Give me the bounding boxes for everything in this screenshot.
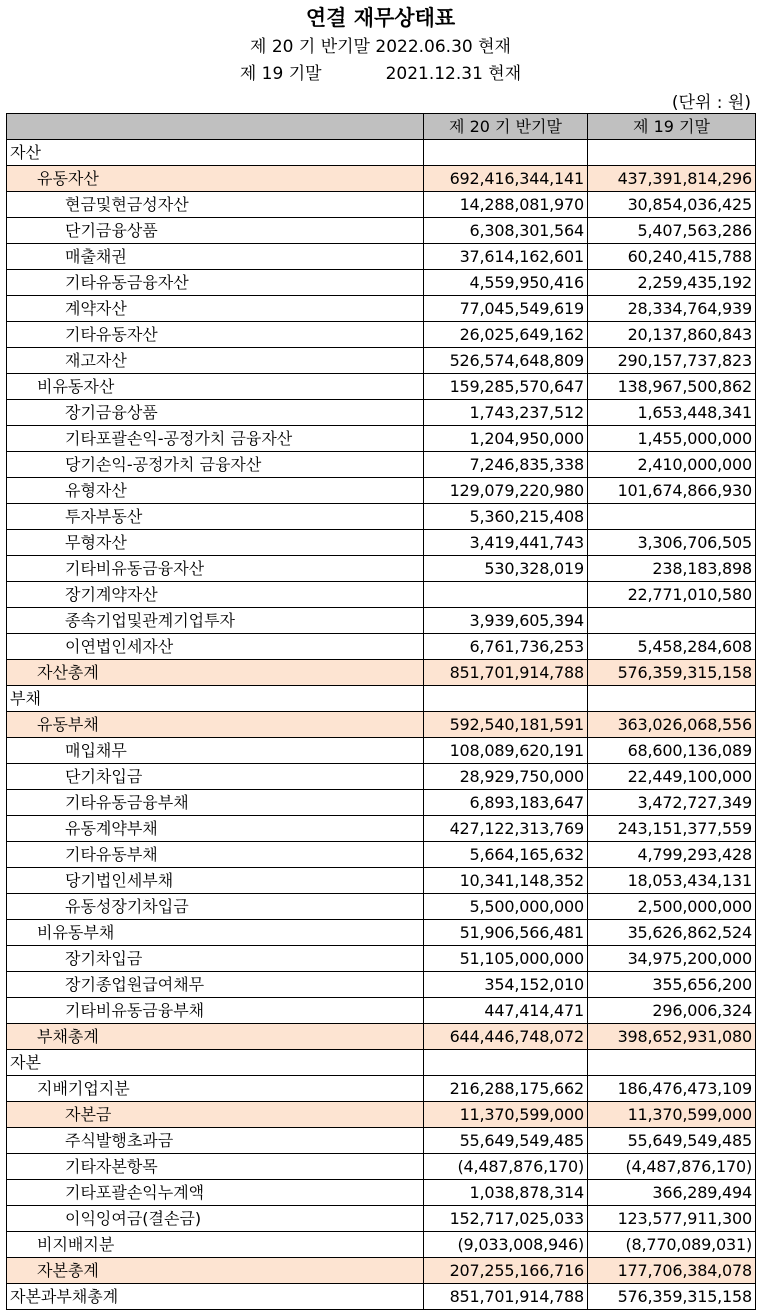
account-label: 장기금융상품 xyxy=(7,400,424,426)
prior-period-value: 186,476,473,109 xyxy=(588,1076,756,1102)
table-row xyxy=(7,894,756,920)
current-period-value: 644,446,748,072 xyxy=(424,1024,588,1050)
prior-period-value: 28,334,764,939 xyxy=(588,296,756,322)
current-period-value: 692,416,344,141 xyxy=(424,166,588,192)
account-label: 기타자본항목 xyxy=(7,1154,424,1180)
current-period-value: 1,743,237,512 xyxy=(424,400,588,426)
table-row xyxy=(7,1102,756,1128)
prior-period-value: 355,656,200 xyxy=(588,972,756,998)
account-label: 무형자산 xyxy=(7,530,424,556)
account-label: 기타포괄손익누계액 xyxy=(7,1180,424,1206)
account-label: 부채총계 xyxy=(7,1024,424,1050)
current-period-value: 55,649,549,485 xyxy=(424,1128,588,1154)
current-period-value: 216,288,175,662 xyxy=(424,1076,588,1102)
current-period-value: 37,614,162,601 xyxy=(424,244,588,270)
prior-period-value: 398,652,931,080 xyxy=(588,1024,756,1050)
header-account xyxy=(7,114,424,140)
prior-period-value: 22,771,010,580 xyxy=(588,582,756,608)
table-row xyxy=(7,218,756,244)
prior-period-value: 177,706,384,078 xyxy=(588,1258,756,1284)
account-label: 비유동부채 xyxy=(7,920,424,946)
current-period-value: 6,761,736,253 xyxy=(424,634,588,660)
prior-period-value: 3,306,706,505 xyxy=(588,530,756,556)
account-label: 매출채권 xyxy=(7,244,424,270)
prior-period-value: 5,407,563,286 xyxy=(588,218,756,244)
balance-sheet-table xyxy=(6,113,756,1310)
current-period-value: 108,089,620,191 xyxy=(424,738,588,764)
current-period-value: 5,360,215,408 xyxy=(424,504,588,530)
table-row xyxy=(7,530,756,556)
current-period-value: 6,893,183,647 xyxy=(424,790,588,816)
account-label: 기타비유동금융부채 xyxy=(7,998,424,1024)
current-period-value: 4,559,950,416 xyxy=(424,270,588,296)
table-row xyxy=(7,686,756,712)
prior-period-value: 4,799,293,428 xyxy=(588,842,756,868)
account-label: 기타유동금융부채 xyxy=(7,790,424,816)
table-row xyxy=(7,400,756,426)
account-label: 자산 xyxy=(7,140,424,166)
current-period-value: 14,288,081,970 xyxy=(424,192,588,218)
table-row xyxy=(7,712,756,738)
prior-period-value: 437,391,814,296 xyxy=(588,166,756,192)
account-label: 단기금융상품 xyxy=(7,218,424,244)
current-period-value: 7,246,835,338 xyxy=(424,452,588,478)
table-row xyxy=(7,1076,756,1102)
prior-period-value: 3,472,727,349 xyxy=(588,790,756,816)
prior-period-value: (4,487,876,170) xyxy=(588,1154,756,1180)
account-label: 자본총계 xyxy=(7,1258,424,1284)
current-period-value: 28,929,750,000 xyxy=(424,764,588,790)
account-label: 매입채무 xyxy=(7,738,424,764)
account-label: 계약자산 xyxy=(7,296,424,322)
prior-period-value: 22,449,100,000 xyxy=(588,764,756,790)
account-label: 자본 xyxy=(7,1050,424,1076)
account-label: 장기차입금 xyxy=(7,946,424,972)
current-period-value: (4,487,876,170) xyxy=(424,1154,588,1180)
prior-period-value: 576,359,315,158 xyxy=(588,660,756,686)
current-period-value xyxy=(424,582,588,608)
table-row xyxy=(7,972,756,998)
account-label: 비지배지분 xyxy=(7,1232,424,1258)
prior-period-value: 2,259,435,192 xyxy=(588,270,756,296)
table-row xyxy=(7,608,756,634)
account-label: 당기법인세부채 xyxy=(7,868,424,894)
table-row xyxy=(7,582,756,608)
prior-period-value: 30,854,036,425 xyxy=(588,192,756,218)
table-row xyxy=(7,1180,756,1206)
current-period-value xyxy=(424,140,588,166)
table-row xyxy=(7,764,756,790)
account-label: 유형자산 xyxy=(7,478,424,504)
prior-period-value: (8,770,089,031) xyxy=(588,1232,756,1258)
table-row xyxy=(7,348,756,374)
prior-period-value: 366,289,494 xyxy=(588,1180,756,1206)
account-label: 기타유동자산 xyxy=(7,322,424,348)
current-period-value: 26,025,649,162 xyxy=(424,322,588,348)
prior-period-value xyxy=(588,686,756,712)
account-label: 기타유동금융자산 xyxy=(7,270,424,296)
document-title: 연결 재무상태표 xyxy=(305,6,456,30)
current-period-value: 5,664,165,632 xyxy=(424,842,588,868)
account-label: 장기종업원급여채무 xyxy=(7,972,424,998)
account-label: 기타포괄손익-공정가치 금융자산 xyxy=(7,426,424,452)
account-label: 장기계약자산 xyxy=(7,582,424,608)
current-period-value: 1,204,950,000 xyxy=(424,426,588,452)
table-row xyxy=(7,842,756,868)
current-period-value: 51,105,000,000 xyxy=(424,946,588,972)
table-row xyxy=(7,1258,756,1284)
current-period-value: 152,717,025,033 xyxy=(424,1206,588,1232)
prior-period-value: 1,455,000,000 xyxy=(588,426,756,452)
current-period-value: 159,285,570,647 xyxy=(424,374,588,400)
account-label: 재고자산 xyxy=(7,348,424,374)
prior-period-value: 138,967,500,862 xyxy=(588,374,756,400)
prior-period-value xyxy=(588,504,756,530)
account-label: 이연법인세자산 xyxy=(7,634,424,660)
account-label: 당기손익-공정가치 금융자산 xyxy=(7,452,424,478)
current-period-value: 51,906,566,481 xyxy=(424,920,588,946)
table-row xyxy=(7,166,756,192)
table-row xyxy=(7,790,756,816)
table-row xyxy=(7,140,756,166)
table-row xyxy=(7,192,756,218)
current-period-value: 3,939,605,394 xyxy=(424,608,588,634)
current-period-value: 851,701,914,788 xyxy=(424,660,588,686)
table-row xyxy=(7,868,756,894)
account-label: 기타비유동금융자산 xyxy=(7,556,424,582)
table-row xyxy=(7,322,756,348)
account-label: 현금및현금성자산 xyxy=(7,192,424,218)
table-row xyxy=(7,816,756,842)
prior-period-value: 20,137,860,843 xyxy=(588,322,756,348)
table-row xyxy=(7,1050,756,1076)
table-row xyxy=(7,998,756,1024)
header-prior-period: 제 19 기말 xyxy=(588,114,756,140)
table-row xyxy=(7,478,756,504)
table-row xyxy=(7,1206,756,1232)
account-label: 자산총계 xyxy=(7,660,424,686)
prior-period-value: 296,006,324 xyxy=(588,998,756,1024)
prior-period-value xyxy=(588,1050,756,1076)
current-period-value: 10,341,148,352 xyxy=(424,868,588,894)
table-row xyxy=(7,296,756,322)
table-row xyxy=(7,634,756,660)
table-row xyxy=(7,920,756,946)
table-row xyxy=(7,244,756,270)
unit-label: (단위 : 원) xyxy=(671,93,751,113)
prior-period-value xyxy=(588,608,756,634)
prior-period-value: 238,183,898 xyxy=(588,556,756,582)
prior-period-value: 576,359,315,158 xyxy=(588,1284,756,1310)
table-row xyxy=(7,946,756,972)
prior-period-value: 2,500,000,000 xyxy=(588,894,756,920)
current-period-subtitle: 제 20 기 반기말 2022.06.30 현재 xyxy=(250,37,511,57)
current-period-value: 526,574,648,809 xyxy=(424,348,588,374)
prior-period-value: 34,975,200,000 xyxy=(588,946,756,972)
current-period-value: 5,500,000,000 xyxy=(424,894,588,920)
current-period-value: 592,540,181,591 xyxy=(424,712,588,738)
prior-period-value: 60,240,415,788 xyxy=(588,244,756,270)
prior-period-value: 243,151,377,559 xyxy=(588,816,756,842)
prior-period-value: 5,458,284,608 xyxy=(588,634,756,660)
prior-period-value: 55,649,549,485 xyxy=(588,1128,756,1154)
table-row xyxy=(7,452,756,478)
table-row xyxy=(7,374,756,400)
prior-period-value: 68,600,136,089 xyxy=(588,738,756,764)
prior-period-value: 18,053,434,131 xyxy=(588,868,756,894)
account-label: 유동자산 xyxy=(7,166,424,192)
table-row xyxy=(7,1232,756,1258)
table-row xyxy=(7,1024,756,1050)
header-current-period: 제 20 기 반기말 xyxy=(424,114,588,140)
account-label: 유동성장기차입금 xyxy=(7,894,424,920)
table-row xyxy=(7,1128,756,1154)
account-label: 단기차입금 xyxy=(7,764,424,790)
table-row xyxy=(7,1284,756,1310)
table-row xyxy=(7,504,756,530)
table-row xyxy=(7,738,756,764)
current-period-value: 3,419,441,743 xyxy=(424,530,588,556)
table-header-row xyxy=(7,114,756,140)
current-period-value: 207,255,166,716 xyxy=(424,1258,588,1284)
prior-period-value: 2,410,000,000 xyxy=(588,452,756,478)
current-period-value: 530,328,019 xyxy=(424,556,588,582)
current-period-value xyxy=(424,686,588,712)
prior-period-value: 363,026,068,556 xyxy=(588,712,756,738)
prior-period-value xyxy=(588,140,756,166)
current-period-value: 11,370,599,000 xyxy=(424,1102,588,1128)
prior-period-value: 35,626,862,524 xyxy=(588,920,756,946)
current-period-value: 447,414,471 xyxy=(424,998,588,1024)
account-label: 지배기업지분 xyxy=(7,1076,424,1102)
account-label: 자본과부채총계 xyxy=(7,1284,424,1310)
prior-period-value: 123,577,911,300 xyxy=(588,1206,756,1232)
prior-period-date: 2021.12.31 현재 xyxy=(385,64,522,84)
account-label: 부채 xyxy=(7,686,424,712)
prior-period-label: 제 19 기말 xyxy=(239,64,322,84)
table-row xyxy=(7,1154,756,1180)
table-row xyxy=(7,270,756,296)
prior-period-value: 11,370,599,000 xyxy=(588,1102,756,1128)
table-row xyxy=(7,426,756,452)
account-label: 자본금 xyxy=(7,1102,424,1128)
account-label: 비유동자산 xyxy=(7,374,424,400)
table-row xyxy=(7,556,756,582)
account-label: 유동부채 xyxy=(7,712,424,738)
current-period-value: (9,033,008,946) xyxy=(424,1232,588,1258)
account-label: 유동계약부채 xyxy=(7,816,424,842)
account-label: 주식발행초과금 xyxy=(7,1128,424,1154)
current-period-value: 851,701,914,788 xyxy=(424,1284,588,1310)
account-label: 기타유동부채 xyxy=(7,842,424,868)
current-period-value: 354,152,010 xyxy=(424,972,588,998)
prior-period-subtitle xyxy=(0,59,761,84)
prior-period-value: 1,653,448,341 xyxy=(588,400,756,426)
account-label: 투자부동산 xyxy=(7,504,424,530)
current-period-value: 427,122,313,769 xyxy=(424,816,588,842)
current-period-value xyxy=(424,1050,588,1076)
current-period-value: 6,308,301,564 xyxy=(424,218,588,244)
prior-period-value: 290,157,737,823 xyxy=(588,348,756,374)
prior-period-value: 101,674,866,930 xyxy=(588,478,756,504)
current-period-value: 1,038,878,314 xyxy=(424,1180,588,1206)
current-period-value: 129,079,220,980 xyxy=(424,478,588,504)
current-period-value: 77,045,549,619 xyxy=(424,296,588,322)
account-label: 이익잉여금(결손금) xyxy=(7,1206,424,1232)
table-row xyxy=(7,660,756,686)
account-label: 종속기업및관계기업투자 xyxy=(7,608,424,634)
